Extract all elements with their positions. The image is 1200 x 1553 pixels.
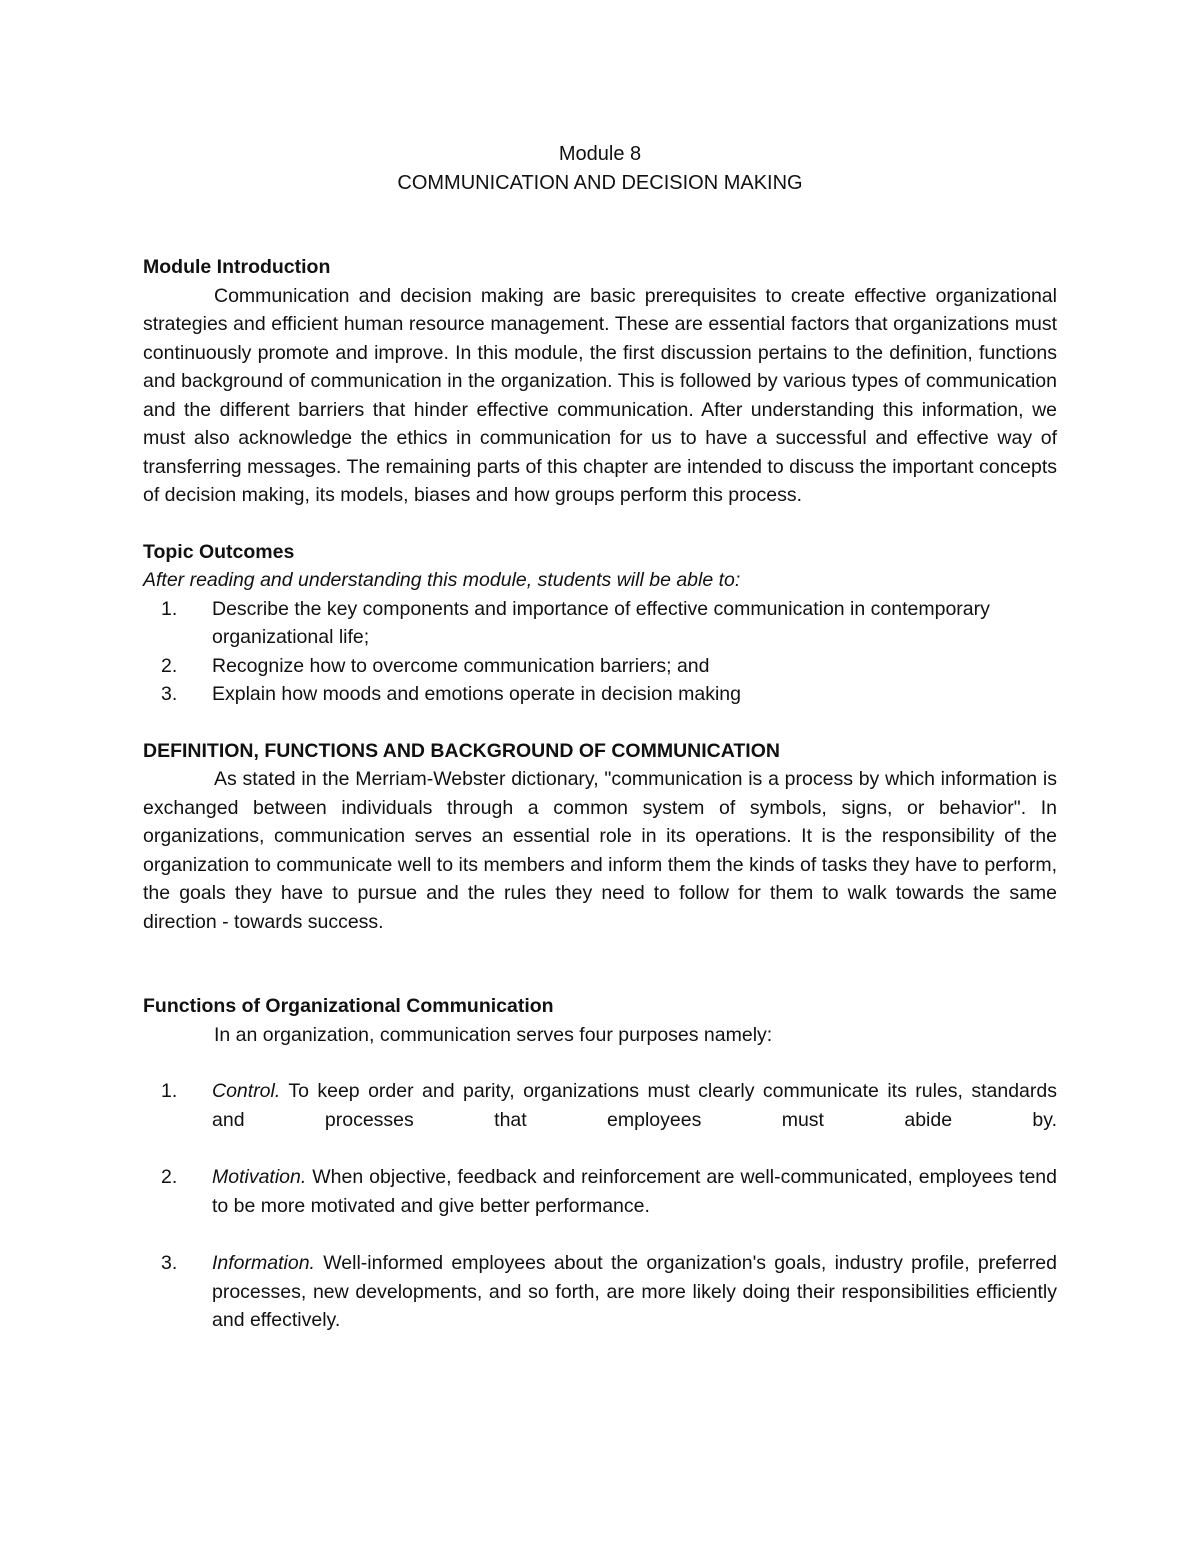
function-text: When objective, feedback and reinforcement are well-communicated, employees tend to be more motivated and give better performance. — [212, 1166, 1057, 1217]
intro-section — [143, 253, 1057, 510]
definition-section — [143, 737, 1057, 937]
list-number: 1. — [161, 1080, 178, 1102]
list-number: 3. — [161, 1252, 178, 1274]
list-number: 3. — [161, 683, 178, 705]
list-item — [143, 680, 1057, 709]
list-number: 2. — [161, 654, 178, 677]
module-number: Module 8 — [558, 143, 642, 165]
intro-heading: Module Introduction — [143, 256, 331, 278]
functions-section — [143, 992, 1057, 1335]
list-item — [143, 1249, 1057, 1335]
list-text: Describe the key components and importance of effective communication in contemporary organizational life; — [212, 597, 990, 648]
definition-body: As stated in the Merriam-Webster dictionary, "communication is a process by which information is exchanged between individuals through a common system of symbols, signs, or behavior". In organizations, communication serves an essential role in its operations. It is the responsibility of the organization to communicate well to its members and inform them the kinds of tasks they have to perform, the goals they have to pursue and the rules they need to follow for them to walk towards the same direction - towards success. — [143, 768, 1057, 933]
function-text: To keep order and parity, organizations must clearly communicate its rules, standards and processes that employees must abide by. — [212, 1080, 1057, 1131]
list-text: Recognize how to overcome communication barriers; and — [212, 654, 710, 677]
list-item — [143, 652, 1057, 681]
list-text: Explain how moods and emotions operate in decision making — [212, 683, 741, 705]
functions-list — [143, 1077, 1057, 1335]
function-term: Information. — [212, 1252, 315, 1274]
list-item — [143, 1077, 1057, 1134]
list-item — [143, 1163, 1057, 1220]
function-term: Motivation. — [212, 1166, 307, 1188]
functions-heading: Functions of Organizational Communication — [143, 995, 554, 1017]
function-text: Well-informed employees about the organization's goals, industry profile, preferred processes, new developments, and so forth, are more likely doing their responsibilities efficiently and effectively. — [212, 1252, 1057, 1331]
function-term: Control. — [212, 1080, 281, 1102]
outcomes-section — [143, 538, 1057, 709]
list-number: 2. — [161, 1166, 178, 1188]
list-item — [143, 595, 1057, 652]
module-title: COMMUNICATION AND DECISION MAKING — [397, 171, 803, 194]
outcomes-lead: After reading and understanding this module, students will be able to: — [143, 569, 741, 591]
outcomes-heading: Topic Outcomes — [143, 540, 295, 563]
functions-lead: In an organization, communication serves four purposes namely: — [214, 1023, 773, 1046]
intro-body: Communication and decision making are basic prerequisites to create effective organizational strategies and efficient human resource management. These are essential factors that organizations must continuously promote and improve. In this module, the first discussion pertains to the definition, functions and background of communication in the organization. This is followed by various types of communication and the different barriers that hinder effective communication. After understanding this information, we must also acknowledge the ethics in communication for us to have a successful and effective way of transferring messages. The remaining parts of this chapter are intended to discuss the important concepts of decision making, its models, biases and how groups perform this process. — [143, 284, 1057, 506]
outcomes-list — [143, 595, 1057, 709]
list-number: 1. — [161, 597, 178, 620]
definition-heading: DEFINITION, FUNCTIONS AND BACKGROUND OF COMMUNICATION — [143, 739, 780, 762]
